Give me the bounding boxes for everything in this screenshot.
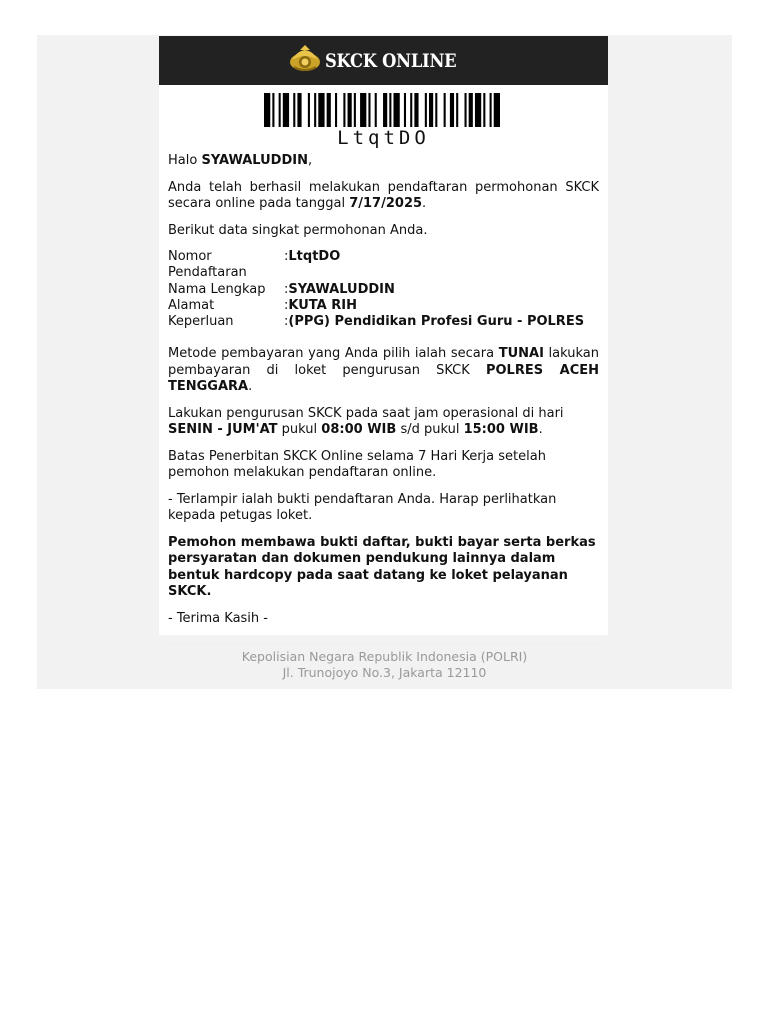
schedule-paragraph: Lakukan pengurusan SKCK pada saat jam operasional di hari SENIN - JUM'AT pukul 08:00 WIB s/d pukul 15:00 WIB. — [168, 405, 564, 438]
info-label: Keperluan — [168, 314, 234, 330]
info-value: :KUTA RIH — [284, 297, 357, 313]
info-label: Nama Lengkap — [168, 281, 266, 297]
app-title: SKCK ONLINE — [325, 49, 457, 72]
divider — [168, 643, 599, 644]
info-row — [168, 314, 584, 330]
start-time: 08:00 WIB — [321, 422, 397, 438]
police-office: POLRES ACEH TENGGARA — [168, 362, 600, 395]
barcode-text: LtqtDO — [337, 127, 430, 149]
footer-address: Jl. Trunojoyo No.3, Jakarta 12110 — [282, 665, 487, 680]
info-label: Nomor Pendaftaran — [168, 249, 247, 281]
barcode-bars — [264, 93, 504, 127]
end-time: 15:00 WIB — [463, 422, 539, 438]
info-value: :LtqtDO — [284, 249, 341, 264]
summary-intro: Berikut data singkat permohonan Anda. — [168, 222, 428, 238]
info-value: :(PPG) Pendidikan Profesi Guru - POLRES — [284, 314, 585, 330]
intro-paragraph: Anda telah berhasil melakukan pendaftaran permohonan SKCK secara online pada tanggal 7/17/2025. — [168, 179, 599, 211]
polri-emblem-icon — [289, 45, 321, 77]
notice-paragraph: Pemohon membawa bukti daftar, bukti bayar serta berkas persyaratan dan dokumen pendukung lainnya dalam bentuk hardcopy pada saat datang ke loket pelayanan SKCK. — [168, 534, 596, 600]
payment-paragraph: Metode pembayaran yang Anda pilih ialah secara TUNAI lakukan pembayaran di loket pengurusan SKCK POLRES ACEH TENGGARA. — [168, 346, 600, 395]
header-banner — [159, 36, 608, 85]
attachment-paragraph: - Terlampir ialah bukti pendaftaran Anda. Harap perlihatkan kepada petugas loket. — [168, 491, 557, 524]
payment-method: TUNAI — [498, 346, 544, 362]
info-label: Alamat — [168, 297, 215, 313]
applicant-name: SYAWALUDDIN — [201, 153, 308, 168]
info-row — [168, 298, 584, 314]
email-card — [159, 36, 608, 635]
greeting: Halo SYAWALUDDIN, — [168, 153, 313, 168]
registration-info-table — [168, 249, 584, 330]
registration-barcode — [159, 93, 608, 153]
deadline-paragraph: Batas Penerbitan SKCK Online selama 7 Hari Kerja setelah pemohon melakukan pendaftaran online. — [168, 448, 546, 481]
email-background — [37, 35, 732, 689]
registration-date: 7/17/2025 — [349, 196, 423, 211]
logo — [289, 45, 478, 77]
info-value: :SYAWALUDDIN — [284, 281, 395, 297]
info-row — [168, 282, 584, 298]
footer — [37, 649, 732, 681]
operational-days: SENIN - JUM'AT — [168, 422, 278, 438]
email-body — [159, 153, 608, 627]
footer-org: Kepolisian Negara Republik Indonesia (POLRI) — [241, 649, 528, 664]
info-row — [168, 249, 584, 282]
closing: - Terima Kasih - — [168, 610, 268, 626]
